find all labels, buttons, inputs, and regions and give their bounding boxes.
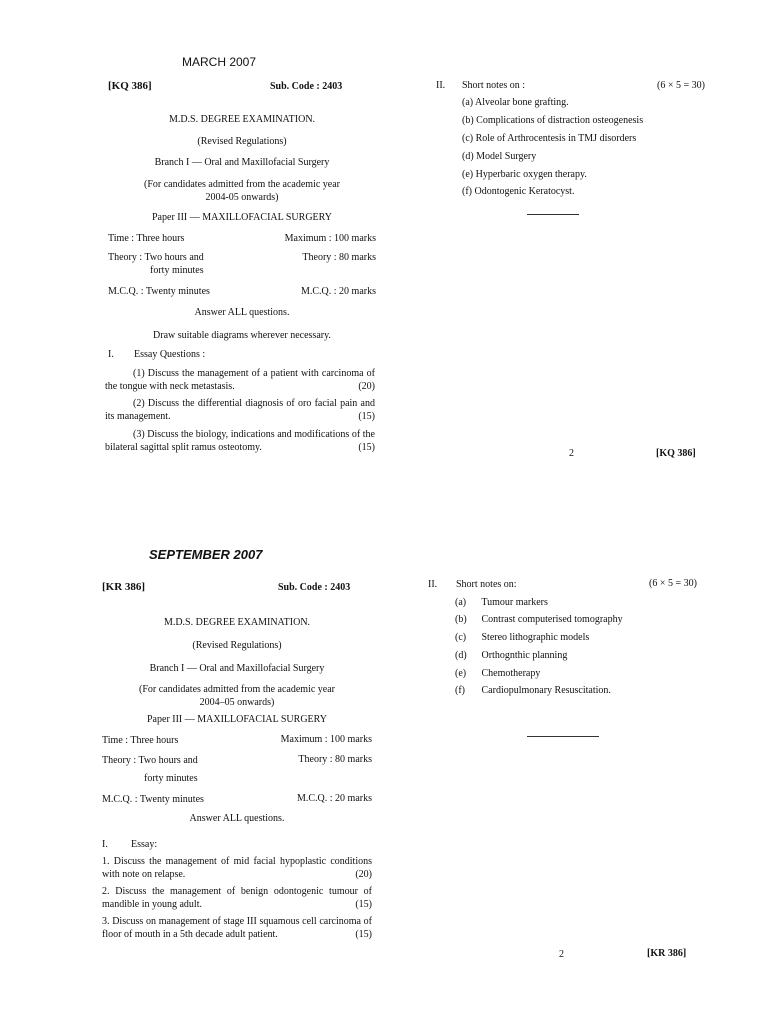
note-text: Tumour markers [481,597,548,608]
section-2-title: Short notes on : [462,80,526,91]
question-text: 2. Discuss the management of benign odontogenic tumour of mandible in young adult. [102,886,372,910]
short-note-item [455,668,540,681]
theory-label: Theory : Two hours and [102,755,198,766]
regulations: (Revised Regulations) [197,136,287,147]
paper-code: [KR 386] [102,581,146,593]
max-marks: Maximum : 100 marks [284,233,376,244]
candidates-line-1: (For candidates admitted from the academic year [143,179,341,190]
answer-all: Answer ALL questions. [189,813,285,824]
section-2-marks: (6 × 5 = 30) [649,578,697,589]
candidates-line-1: (For candidates admitted from the academic year [138,684,336,695]
section-1-title: Essay: [131,839,158,850]
short-note-item: (d) Model Surgery [462,151,537,162]
candidates-line-2: 2004–05 onwards) [199,697,275,708]
paper-code: [KQ 386] [108,80,152,92]
draw-diagrams: Draw suitable diagrams wherever necessary. [153,330,331,341]
question-text: (1) Discuss the management of a patient with carcinoma of the tongue with neck metastasis. [105,368,375,392]
question-marks: (15) [355,898,372,910]
note-letter: (a) [455,597,467,608]
short-note-item: (e) Hyperbaric oxygen therapy. [462,169,587,180]
time-label: Time : Three hours [108,233,185,244]
essay-question [102,886,372,911]
essay-question [102,856,372,881]
page-number: 2 [559,949,564,960]
degree-title: M.D.S. DEGREE EXAMINATION. [168,114,316,125]
section-2-number: II. [436,80,446,91]
note-letter: (d) [455,650,467,661]
section-1-number: I. [108,349,114,360]
paper-title: Paper III — MAXILLOFACIAL SURGERY [152,212,332,223]
question-text: 3. Discuss on management of stage III squamous cell carcinoma of floor of mouth in a 5th decade adult patient. [102,916,372,940]
note-text: Cardiopulmonary Resuscitation. [481,685,611,696]
question-text: (2) Discuss the differential diagnosis of oro facial pain and its management. [105,398,375,422]
note-letter: (e) [455,668,467,679]
regulations: (Revised Regulations) [192,640,282,651]
note-text: Orthognthic planning [481,650,568,661]
short-note-item [455,597,548,610]
question-marks: (15) [358,441,375,453]
paper-title: Paper III — MAXILLOFACIAL SURGERY [147,714,327,725]
short-note-item: (c) Role of Arthrocentesis in TMJ disorders [462,133,637,144]
section-2-title: Short notes on: [456,579,517,590]
question-marks: (20) [355,868,372,880]
question-marks: (15) [355,928,372,940]
note-text: Contrast computerised tomography [481,614,623,625]
mcq-marks: M.C.Q. : 20 marks [301,286,376,297]
short-note-item: (f) Odontogenic Keratocyst. [462,186,575,197]
short-note-item [455,650,567,663]
degree-title: M.D.S. DEGREE EXAMINATION. [163,617,311,628]
section-1-title: Essay Questions : [134,349,206,360]
footer-code: [KR 386] [647,948,687,959]
question-marks: (15) [358,410,375,422]
note-letter: (b) [455,614,467,625]
question-text: 1. Discuss the management of mid facial hypoplastic conditions with note on relapse. [102,856,372,880]
note-letter: (c) [455,632,467,643]
max-marks: Maximum : 100 marks [280,734,372,745]
section-1-number: I. [102,839,108,850]
question-marks: (20) [358,380,375,392]
theory-label-cont: forty minutes [144,773,198,784]
mcq-label: M.C.Q. : Twenty minutes [108,286,210,297]
essay-question [105,368,375,393]
branch: Branch I — Oral and Maxillofacial Surgery [154,157,330,168]
note-text: Stereo lithographic models [481,632,590,643]
theory-label: Theory : Two hours and [108,252,204,263]
end-divider [527,214,579,215]
short-note-item [455,614,623,627]
note-text: Chemotherapy [481,668,541,679]
sub-code: Sub. Code : 2403 [278,582,351,593]
page-number: 2 [569,448,574,459]
theory-marks: Theory : 80 marks [298,754,372,765]
section-2-marks: (6 × 5 = 30) [657,80,705,91]
end-divider [527,736,599,737]
mcq-marks: M.C.Q. : 20 marks [297,793,372,804]
section-2-number: II. [428,579,438,590]
short-note-item [455,632,589,645]
short-note-item [455,685,611,698]
footer-code: [KQ 386] [656,448,696,459]
theory-marks: Theory : 80 marks [302,252,376,263]
mcq-label: M.C.Q. : Twenty minutes [102,794,204,805]
short-note-item: (b) Complications of distraction osteogenesis [462,115,644,126]
essay-question [102,916,372,941]
essay-question [105,429,375,454]
paper-heading: MARCH 2007 [182,55,257,69]
paper-heading: SEPTEMBER 2007 [149,547,263,562]
essay-question [105,398,375,423]
short-note-item: (a) Alveolar bone grafting. [462,97,569,108]
time-label: Time : Three hours [102,735,179,746]
theory-label-cont: forty minutes [150,265,204,276]
answer-all: Answer ALL questions. [194,307,290,318]
question-text: (3) Discuss the biology, indications and modifications of the bilateral sagittal split ramus osteotomy. [105,429,375,453]
sub-code: Sub. Code : 2403 [270,81,343,92]
note-letter: (f) [455,685,465,696]
candidates-line-2: 2004-05 onwards) [205,192,279,203]
branch: Branch I — Oral and Maxillofacial Surgery [149,663,325,674]
